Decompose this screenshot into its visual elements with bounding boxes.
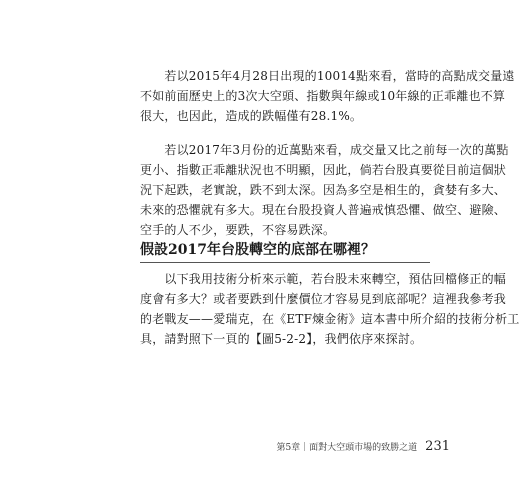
paragraph-line: 空手的人不少，要跌，不容易跌深。 xyxy=(140,223,336,237)
paragraph-line: 未來的恐懼就有多大。現在台股投資人普遍戒慎恐懼、做空、避險、 xyxy=(140,203,507,217)
paragraph-line: 若以2017年3月份的近萬點來看，成交量又比之前每一次的萬點 xyxy=(140,143,509,157)
chapter-title: 第5章｜面對大空頭市場的致勝之道 xyxy=(276,443,418,453)
paragraph-line: 以下我用技術分析來示範，若台股未來轉空，預估回檔修正的幅 xyxy=(140,272,507,286)
page-number: 231 xyxy=(425,439,450,454)
paragraph-line: 很大，也因此，造成的跌幅僅有28.1%。 xyxy=(140,109,363,123)
page-footer xyxy=(276,439,450,457)
paragraph-line: 更小、指數正乖離狀況也不明顯，因此，倘若台股真要從目前這個狀 xyxy=(140,163,507,177)
paragraph-line: 不如前面歷史上的3次大空頭、指數與年線或10年線的正乖離也不算 xyxy=(140,89,506,103)
paragraph-3 xyxy=(140,269,520,349)
section-heading: 假設2017年台股轉空的底部在哪裡？ xyxy=(140,240,430,263)
paragraph-line: 具，請對照下一頁的【圖5-2-2】，我們依序來探討。 xyxy=(140,332,423,346)
paragraph-line: 若以2015年4月28日出現的10014點來看，當時的高點成交量遠 xyxy=(140,69,515,83)
paragraph-2 xyxy=(140,140,509,240)
paragraph-line: 的老戰友——愛瑞克，在《ETF煉金術》這本書中所介紹的技術分析工 xyxy=(140,312,520,326)
paragraph-1 xyxy=(140,66,515,126)
paragraph-line: 度會有多大？或者要跌到什麼價位才容易見到底部呢？這裡我參考我 xyxy=(140,292,507,306)
paragraph-line: 況下起跌，老實說，跌不到太深。因為多空是相生的，貪婪有多大、 xyxy=(140,183,507,197)
